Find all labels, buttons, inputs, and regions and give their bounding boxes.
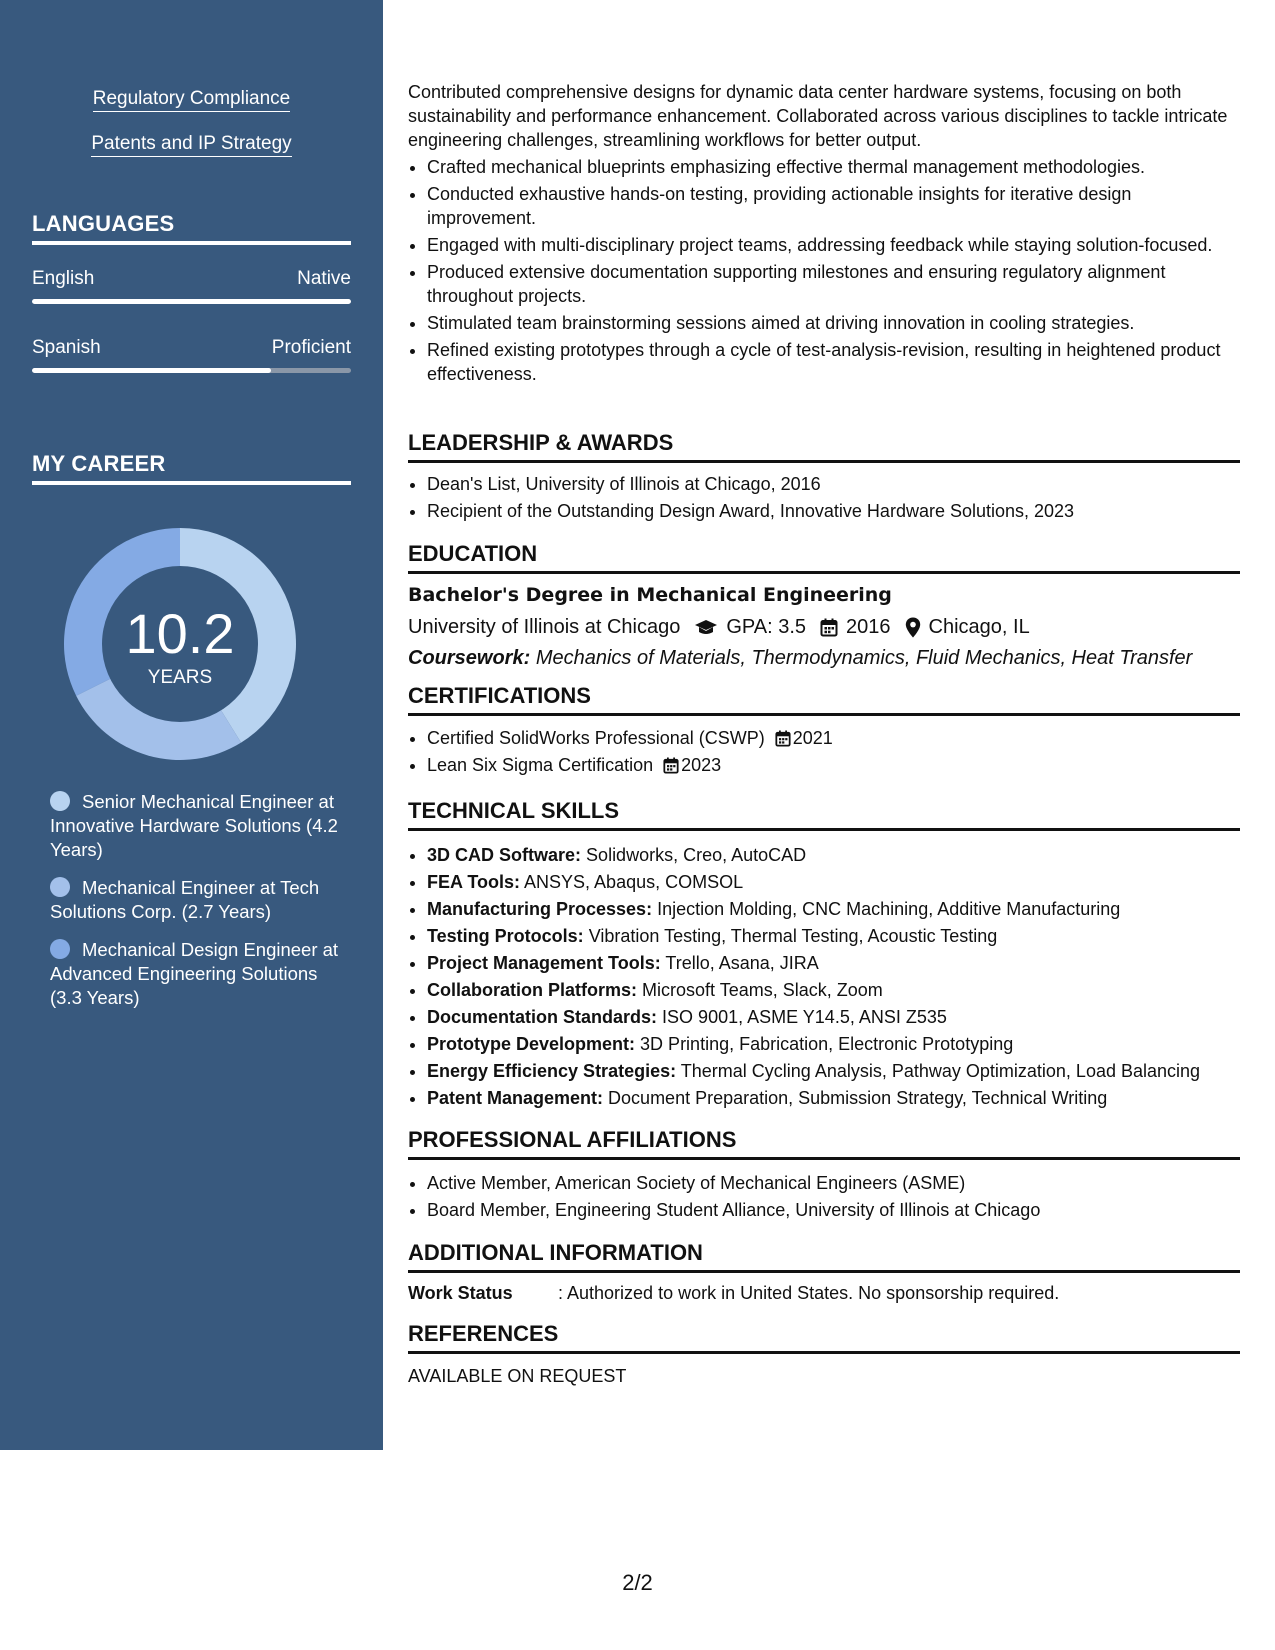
work-status-label: Work Status (408, 1283, 513, 1303)
calendar-icon (775, 730, 791, 747)
experience-block (408, 80, 1240, 389)
certifications-block (408, 726, 1240, 780)
experience-bullets (408, 155, 1240, 386)
list-item: • Recipient of the Outstanding Design Award, Innovative Hardware Solutions, 2023 (427, 499, 1240, 523)
graduation-year: 2016 (846, 616, 891, 638)
references-heading: REFERENCES (408, 1321, 1240, 1354)
affiliations-heading: PROFESSIONAL AFFILIATIONS (408, 1127, 1240, 1160)
leadership-heading: LEADERSHIP & AWARDS (408, 430, 1240, 463)
references-text: AVAILABLE ON REQUEST (408, 1366, 627, 1386)
skills-block (408, 843, 1240, 1113)
additional-info-heading: ADDITIONAL INFORMATION (408, 1240, 1240, 1273)
education-heading: EDUCATION (408, 541, 1240, 574)
list-item: • Lean Six Sigma Certification 2023 (427, 753, 1240, 777)
work-status-row (408, 1283, 1240, 1304)
language-bar-english (32, 299, 351, 304)
list-item: • Patent Management: Document Preparation, Submission Strategy, Technical Writing (427, 1086, 1240, 1110)
language-name: English (32, 268, 95, 289)
list-item: • Produced extensive documentation supporting milestones and ensuring regulatory alignment throughout projects. (427, 260, 1240, 308)
list-item: • Collaboration Platforms: Microsoft Teams, Slack, Zoom (427, 978, 1240, 1002)
list-item: • Crafted mechanical blueprints emphasizing effective thermal management methodologies. (427, 155, 1240, 179)
career-item: Senior Mechanical Engineer at Innovative Hardware Solutions (4.2 Years) (50, 791, 338, 860)
list-item: • Documentation Standards: ISO 9001, ASME Y14.5, ANSI Z535 (427, 1005, 1240, 1029)
graduation-cap-icon (694, 619, 718, 637)
career-unit: YEARS (147, 667, 213, 688)
career-donut-chart (64, 528, 296, 760)
education-details (408, 616, 1240, 639)
location-pin-icon (905, 617, 921, 638)
coursework-label: Coursework: (408, 647, 531, 669)
list-item: • Refined existing prototypes through a cycle of test-analysis-revision, resulting in heightened product effectiveness. (427, 338, 1240, 386)
list-item: • Prototype Development: 3D Printing, Fabrication, Electronic Prototyping (427, 1032, 1240, 1056)
calendar-icon (820, 618, 838, 637)
experience-summary: Contributed comprehensive designs for dynamic data center hardware systems, focusing on both sustainability and performance enhancement. Collaborated across various disciplines to tackle intricate engineering challenges, streamlining workflows for better output. (408, 82, 1228, 150)
career-list (50, 790, 340, 1024)
list-item: • Dean's List, University of Illinois at Chicago, 2016 (427, 472, 1240, 496)
language-bar-fill (32, 368, 271, 373)
languages-heading: LANGUAGES (32, 211, 351, 245)
gpa: GPA: 3.5 (726, 616, 807, 638)
list-item: • Engaged with multi-disciplinary project teams, addressing feedback while staying solution-focused. (427, 233, 1240, 257)
language-level: Native (297, 268, 351, 289)
list-item: • Conducted exhaustive hands-on testing, providing actionable insights for iterative design improvement. (427, 182, 1240, 230)
additional-info-block (408, 1283, 1240, 1304)
language-row-spanish (32, 337, 351, 359)
work-status-value: : Authorized to work in United States. No sponsorship required. (558, 1283, 1060, 1303)
language-row-english (32, 268, 351, 290)
page-number: 2/2 (622, 1570, 653, 1595)
language-bar-fill (32, 299, 351, 304)
career-total: 10.2 (125, 602, 235, 665)
career-item: Mechanical Design Engineer at Advanced Engineering Solutions (3.3 Years) (50, 939, 339, 1008)
degree-title: Bachelor's Degree in Mechanical Engineering (408, 584, 892, 606)
career-heading: MY CAREER (32, 451, 351, 485)
career-item: Mechanical Engineer at Tech Solutions Corp. (2.7 Years) (50, 877, 320, 922)
language-level: Proficient (271, 337, 351, 358)
list-item: • Energy Efficiency Strategies: Thermal Cycling Analysis, Pathway Optimization, Load Balancing (427, 1059, 1240, 1083)
language-name: Spanish (32, 337, 101, 358)
career-dot (50, 877, 70, 897)
skill-patents-ip: Patents and IP Strategy (0, 133, 383, 155)
skills-heading: TECHNICAL SKILLS (408, 798, 1240, 831)
list-item: • Project Management Tools: Trello, Asana, JIRA (427, 951, 1240, 975)
coursework: Coursework: Mechanics of Materials, Thermodynamics, Fluid Mechanics, Heat Transfer (408, 647, 1193, 669)
career-dot (50, 791, 70, 811)
calendar-icon (663, 757, 679, 774)
school-name: University of Illinois at Chicago (408, 616, 681, 638)
affiliations-block (408, 1171, 1240, 1225)
list-item: • Stimulated team brainstorming sessions aimed at driving innovation in cooling strategies. (427, 311, 1240, 335)
list-item: • Testing Protocols: Vibration Testing, Thermal Testing, Acoustic Testing (427, 924, 1240, 948)
career-dot (50, 939, 70, 959)
list-item: • 3D CAD Software: Solidworks, Creo, AutoCAD (427, 843, 1240, 867)
certifications-heading: CERTIFICATIONS (408, 683, 1240, 716)
sidebar (0, 0, 383, 1450)
list-item: • Certified SolidWorks Professional (CSWP) 2021 (427, 726, 1240, 750)
skill-regulatory-compliance: Regulatory Compliance (0, 88, 383, 110)
list-item: • FEA Tools: ANSYS, Abaqus, COMSOL (427, 870, 1240, 894)
list-item: • Active Member, American Society of Mechanical Engineers (ASME) (427, 1171, 1240, 1195)
language-bar-spanish (32, 368, 351, 373)
leadership-block (408, 472, 1240, 526)
list-item: • Board Member, Engineering Student Alliance, University of Illinois at Chicago (427, 1198, 1240, 1222)
list-item: • Manufacturing Processes: Injection Molding, CNC Machining, Additive Manufacturing (427, 897, 1240, 921)
school-location: Chicago, IL (928, 616, 1030, 638)
education-block (408, 584, 1240, 670)
